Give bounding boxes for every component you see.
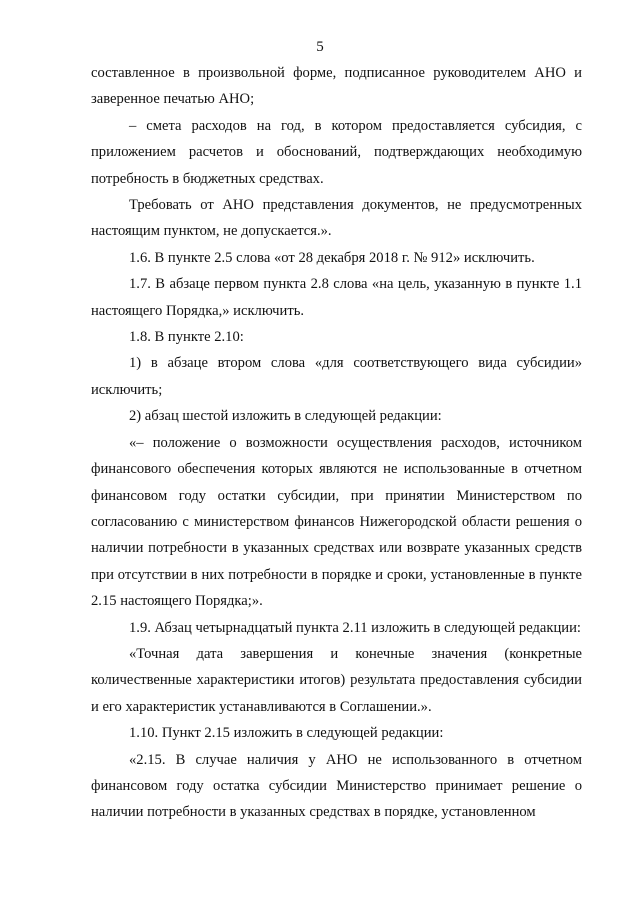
page-number: 5 [316,39,324,55]
paragraph-signed-statement: составленное в произвольной форме, подписанное руководителем АНО и заверенное печатью АНО; [91,65,582,108]
paragraph-1-8-item-1: 1) в абзаце втором слова «для соответствующего вида субсидии» исключить; [91,355,582,398]
paragraph-quoted-provision: «– положение о возможности осуществления расходов, источником финансового обеспечения которых являются не использованные в отчетном финансовом году остатки субсидии, при принятии Министерством по согласованию с министерством финансов Нижегородской области решения о наличии потребности в указанных средствах или возврате указанных средств при отсутствии в них потребности в порядке и сроки, установленные в пункте 2.15 настоящего Порядка;». [91,434,582,610]
paragraph-1-10: 1.10. Пункт 2.15 изложить в следующей редакции: [129,725,444,742]
paragraph-expense-estimate: – смета расходов на год, в котором предоставляется субсидия, с приложением расчетов и обоснований, подтверждающих необходимую потребность в бюджетных средствах. [91,117,582,187]
paragraph-1-6: 1.6. В пункте 2.5 слова «от 28 декабря 2018 г. № 912» исключить. [129,249,535,266]
paragraph-quoted-date: «Точная дата завершения и конечные значения (конкретные количественные характеристики итогов) результата предоставления субсидии и его характеристик устанавливаются в Соглашении.». [91,645,582,715]
paragraph-1-8: 1.8. В пункте 2.10: [129,329,244,346]
paragraph-1-9: 1.9. Абзац четырнадцатый пункта 2.11 изложить в следующей редакции: [129,619,581,636]
paragraph-1-8-item-2: 2) абзац шестой изложить в следующей редакции: [129,408,442,425]
paragraph-1-7: 1.7. В абзаце первом пункта 2.8 слова «на цель, указанную в пункте 1.1 настоящего Порядка,» исключить. [91,276,582,319]
document-body [91,60,582,826]
paragraph-documents-prohibition: Требовать от АНО представления документов, не предусмотренных настоящим пунктом, не допускается.». [91,197,582,240]
paragraph-quoted-2-15: «2.15. В случае наличия у АНО не использованного в отчетном финансовом году остатка субсидии Министерство принимает решение о наличии потребности в указанных средствах в порядке, установленном [91,751,582,821]
